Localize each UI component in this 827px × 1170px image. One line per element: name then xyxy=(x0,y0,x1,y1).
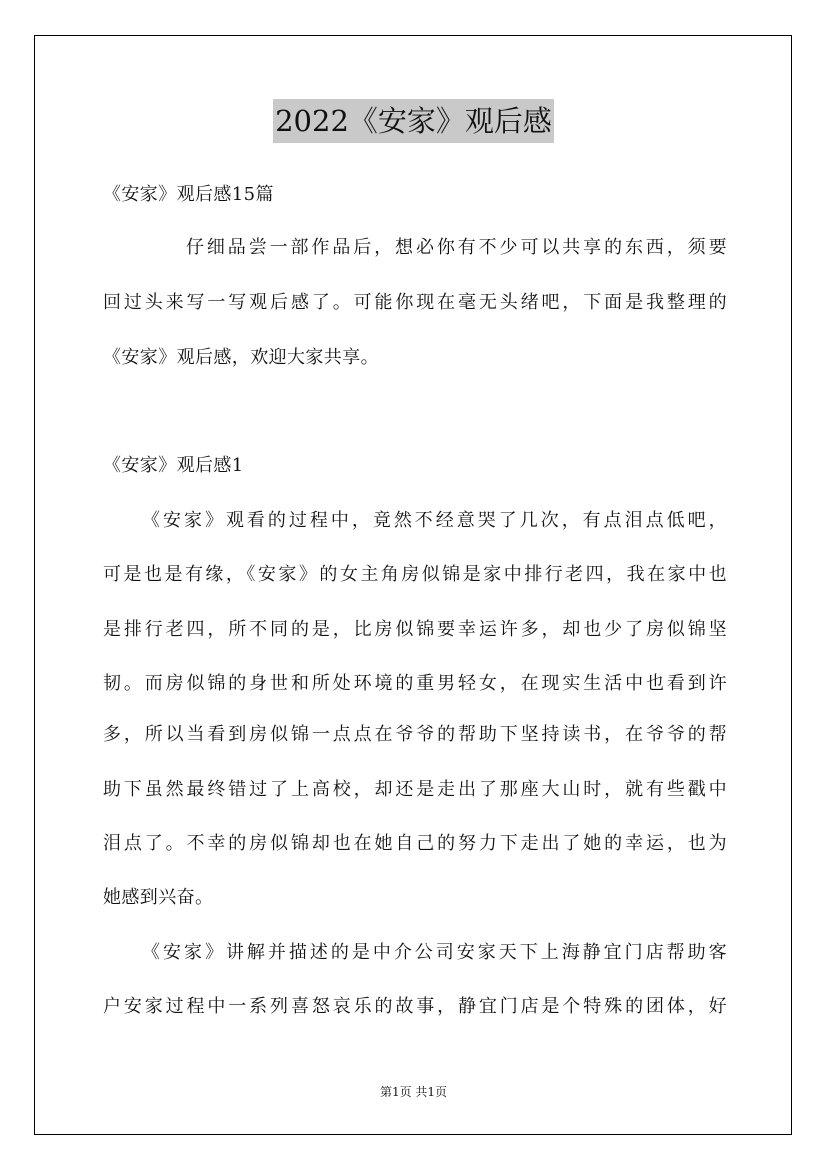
intro-line-1: 仔细品尝一部作品后，想必你有不少可以共享的东西，须要 xyxy=(186,237,727,258)
document-title-wrap xyxy=(0,99,827,143)
document-title: 2022《安家》观后感 xyxy=(273,99,554,143)
document-subtitle: 《安家》观后感15篇 xyxy=(103,184,274,205)
body-line-2: 可是也是有缘，《安家》的女主角房似锦是家中排行老四，我在家中也 xyxy=(103,564,727,585)
page-footer: 第1页 共1页 xyxy=(379,1085,448,1099)
body-line-6: 助下虽然最终错过了上高校，却还是走出了那座大山时，就有些戳中 xyxy=(103,779,727,800)
body-line-3: 是排行老四，所不同的是，比房似锦要幸运许多，却也少了房似锦坚 xyxy=(103,619,727,640)
body-line-8: 她感到兴奋。 xyxy=(103,887,214,908)
body-line-1: 《安家》观看的过程中，竟然不经意哭了几次，有点泪点低吧， xyxy=(142,510,727,531)
body-line-10: 户安家过程中一系列喜怒哀乐的故事，静宜门店是个特殊的团体，好 xyxy=(103,996,727,1017)
intro-line-2: 回过头来写一写观后感了。可能你现在毫无头绪吧，下面是我整理的 xyxy=(103,292,727,313)
body-line-9: 《安家》讲解并描述的是中介公司安家天下上海静宜门店帮助客 xyxy=(142,942,727,963)
body-line-5: 多，所以当看到房似锦一点点在爷爷的帮助下坚持读书，在爷爷的帮 xyxy=(103,724,727,745)
body-line-4: 韧。而房似锦的身世和所处环境的重男轻女，在现实生活中也看到许 xyxy=(103,673,727,694)
section-heading: 《安家》观后感1 xyxy=(103,455,244,476)
body-line-7: 泪点了。不幸的房似锦却也在她自己的努力下走出了她的幸运，也为 xyxy=(103,833,727,854)
intro-line-3: 《安家》观后感，欢迎大家共享。 xyxy=(103,347,379,368)
